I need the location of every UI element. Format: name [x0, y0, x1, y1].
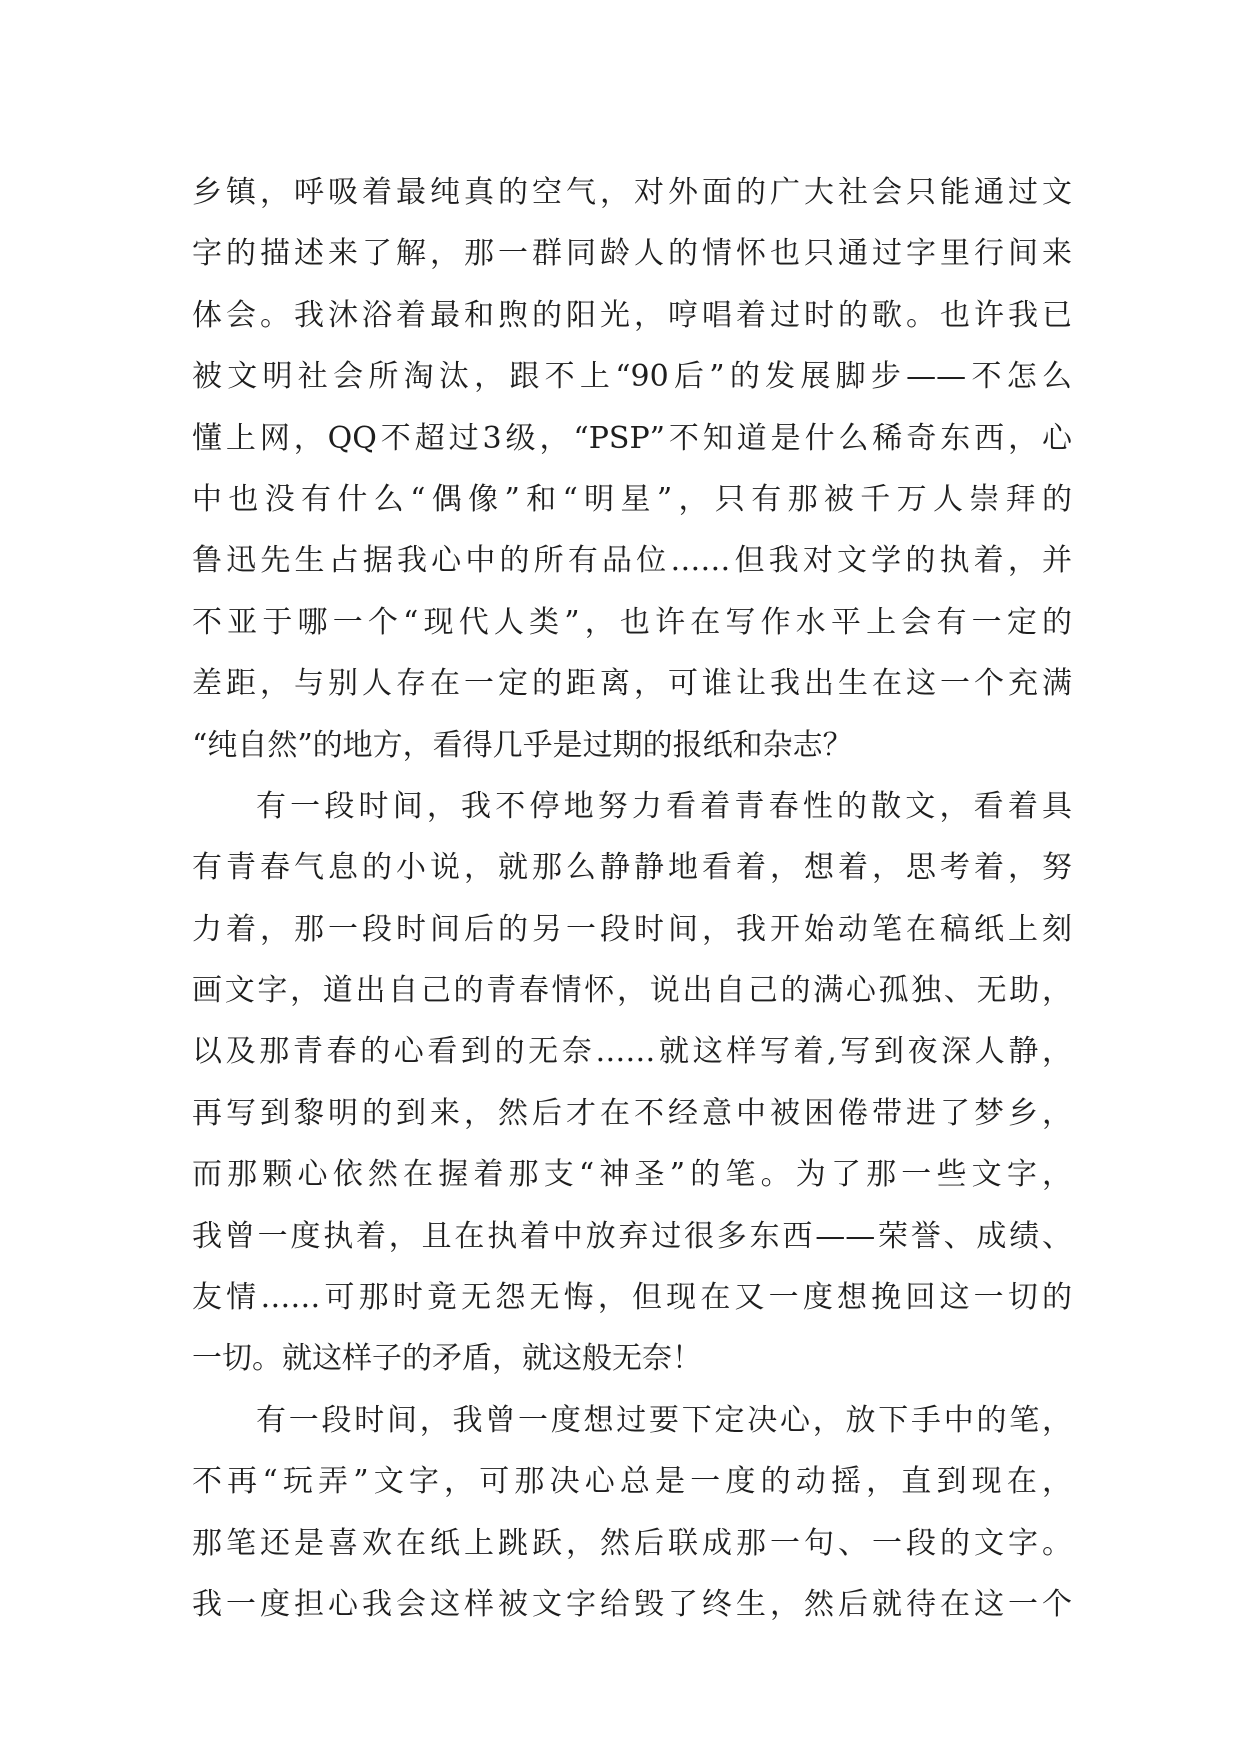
text-line: “纯自然”的地方，看得几乎是过期的报纸和杂志？ — [192, 727, 853, 763]
text-line: 友情……可那时竟无怨无悔，但现在又一度想挽回这一切的 — [192, 1280, 1072, 1316]
text-line: 而那颗心依然在握着那支“神圣”的笔。为了那一些文字， — [192, 1157, 1072, 1193]
text-line: 不再“玩弄”文字，可那决心总是一度的动摇，直到现在， — [192, 1464, 1072, 1500]
paragraph-first-line: 有一段时间，我不停地努力看着青春性的散文，看着具 — [256, 788, 1072, 824]
document-body — [192, 162, 1072, 1635]
text-line: 一切。就这样子的矛盾，就这般无奈！ — [192, 1341, 702, 1377]
text-line: 再写到黎明的到来，然后才在不经意中被困倦带进了梦乡， — [192, 1095, 1072, 1131]
text-line: 我一度担心我会这样被文字给毁了终生，然后就待在这一个 — [192, 1586, 1072, 1622]
text-line: 被文明社会所淘汰，跟不上“90后”的发展脚步——不怎么 — [192, 359, 1072, 395]
text-line: 画文字，道出自己的青春情怀，说出自己的满心孤独、无助， — [192, 973, 1072, 1009]
text-line: 体会。我沐浴着最和煦的阳光，哼唱着过时的歌。也许我已 — [192, 297, 1072, 333]
text-line: 中也没有什么“偶像”和“明星”，只有那被千万人崇拜的 — [192, 481, 1072, 517]
text-line: 有青春气息的小说，就那么静静地看着，想着，思考着，努 — [192, 850, 1072, 886]
text-line: 以及那青春的心看到的无奈……就这样写着,写到夜深人静， — [192, 1034, 1072, 1070]
text-line: 我曾一度执着，且在执着中放弃过很多东西——荣誉、成绩、 — [192, 1218, 1072, 1254]
text-line: 差距，与别人存在一定的距离，可谁让我出生在这一个充满 — [192, 666, 1072, 702]
text-line: 懂上网，QQ不超过3级，“PSP”不知道是什么稀奇东西，心 — [192, 420, 1072, 456]
text-line: 鲁迅先生占据我心中的所有品位……但我对文学的执着，并 — [192, 543, 1072, 579]
text-line: 力着，那一段时间后的另一段时间，我开始动笔在稿纸上刻 — [192, 911, 1072, 947]
text-line: 不亚于哪一个“现代人类”，也许在写作水平上会有一定的 — [192, 604, 1072, 640]
text-line: 乡镇，呼吸着最纯真的空气，对外面的广大社会只能通过文 — [192, 175, 1072, 210]
paragraph-first-line: 有一段时间，我曾一度想过要下定决心，放下手中的笔， — [256, 1402, 1072, 1438]
text-line: 那笔还是喜欢在纸上跳跃，然后联成那一句、一段的文字。 — [192, 1525, 1072, 1561]
text-line: 字的描述来了解，那一群同龄人的情怀也只通过字里行间来 — [192, 236, 1072, 272]
